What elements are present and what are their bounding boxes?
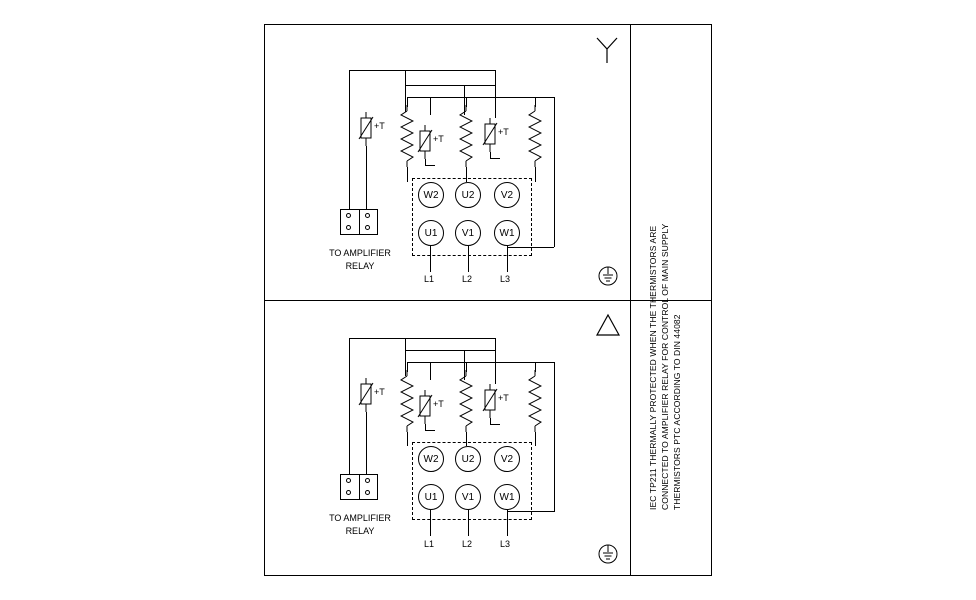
ptc-label-3-d: +T <box>498 393 509 403</box>
motor-winding-1 <box>400 105 414 167</box>
supply-label-l2-d: L2 <box>462 539 473 549</box>
wire-top-2-d <box>405 350 495 351</box>
ptc-thermistor-2-d <box>416 390 434 424</box>
delta-connection-icon <box>594 312 622 338</box>
wire-v-5-d <box>430 362 431 380</box>
coil-feed-2-d <box>466 362 467 372</box>
terminal-u1-2: U1 <box>418 484 444 510</box>
motor-winding-3 <box>528 105 542 167</box>
ptc-label-2: +T <box>433 134 444 144</box>
motor-winding-2 <box>459 105 473 167</box>
ptc-link-1-d <box>425 430 435 431</box>
ptc-link-2 <box>490 158 500 159</box>
terminal-w1-2: W1 <box>494 484 520 510</box>
coil-out-1 <box>407 167 408 182</box>
coil-feed-1-d <box>407 362 408 372</box>
wire-top-1-d <box>349 338 495 339</box>
relay-terminal-dot-2 <box>365 213 370 218</box>
relay-terminal-dot-1 <box>346 213 351 218</box>
terminal-u2: U2 <box>455 182 481 208</box>
wire-v-2-d <box>495 338 496 384</box>
ptc-thermistor-3-d <box>481 384 499 418</box>
ptc-label-1-d: +T <box>374 387 385 397</box>
relay-terminal-dot-3-d <box>346 490 351 495</box>
coil-feed-3-d <box>535 362 536 372</box>
supply-drop-l2 <box>468 246 469 272</box>
coil-feed-bar <box>407 97 536 98</box>
relay-caption-line-1: TO AMPLIFIER <box>329 248 391 258</box>
supply-label-l1-d: L1 <box>424 539 435 549</box>
terminal-u1: U1 <box>418 220 444 246</box>
ptc-thermistor-2 <box>416 125 434 159</box>
ptc-link-2-d <box>490 424 500 425</box>
ptc-label-1: +T <box>374 121 385 131</box>
coil-out-1-d <box>407 432 408 446</box>
relay-terminal-dot-3 <box>346 225 351 230</box>
wire-v-2 <box>495 70 496 118</box>
relay-caption-line-2-d: RELAY <box>345 526 375 536</box>
ptc-label-2-d: +T <box>433 399 444 409</box>
supply-drop-l2-d <box>468 510 469 536</box>
ptc-thermistor-1 <box>357 112 375 146</box>
supply-label-l3: L3 <box>500 274 511 284</box>
relay-terminal-dot-4 <box>365 225 370 230</box>
wire-top-1 <box>349 70 495 71</box>
ptc-out-1 <box>366 146 367 212</box>
supply-link-l3 <box>507 247 554 248</box>
wire-v-4 <box>554 97 555 247</box>
wire-left-riser <box>349 70 350 212</box>
relay-terminal-dot-2-d <box>365 478 370 483</box>
supply-drop-l3-d <box>507 510 508 536</box>
coil-feed-3 <box>535 97 536 107</box>
ptc-thermistor-1-d <box>357 378 375 412</box>
title-block-divider <box>630 24 631 576</box>
motor-winding-1-d <box>400 370 414 432</box>
ptc-out-1-d <box>366 412 367 480</box>
supply-drop-l1 <box>430 246 431 272</box>
title-block-line-1: IEC TP211 THERMALLY PROTECTED WHEN THE THERMISTORS ARE <box>648 225 658 510</box>
coil-feed-bar-d <box>407 362 536 363</box>
terminal-v1: V1 <box>455 220 481 246</box>
coil-feed-1 <box>407 97 408 107</box>
supply-label-l2: L2 <box>462 274 473 284</box>
terminal-w2: W2 <box>418 182 444 208</box>
relay-caption-line-2: RELAY <box>345 261 375 271</box>
supply-drop-l1-d <box>430 510 431 536</box>
relay-caption-line-1-d: TO AMPLIFIER <box>329 513 391 523</box>
terminal-w2-2: W2 <box>418 446 444 472</box>
title-block-line-3: THERMISTORS PTC ACCORDING TO DIN 44082 <box>672 314 682 510</box>
relay-terminal-dot-1-d <box>346 478 351 483</box>
motor-winding-2-d <box>459 370 473 432</box>
supply-label-l1: L1 <box>424 274 435 284</box>
earth-ground-icon <box>594 262 622 290</box>
supply-link-l3-d <box>507 511 554 512</box>
ptc-link-1 <box>425 165 435 166</box>
ptc-thermistor-3 <box>481 118 499 152</box>
wire-left-riser-d <box>349 338 350 480</box>
wire-top-2 <box>405 85 495 86</box>
relay-terminal-dot-4-d <box>365 490 370 495</box>
ptc-label-3: +T <box>498 127 509 137</box>
wye-connection-icon <box>594 36 620 64</box>
coil-feed-2 <box>466 97 467 107</box>
title-block-line-2: CONNECTED TO AMPLIFIER RELAY FOR CONTROL OF MAIN SUPPLY <box>660 223 670 510</box>
terminal-v1-2: V1 <box>455 484 481 510</box>
terminal-w1: W1 <box>494 220 520 246</box>
relaybox-divider <box>359 209 360 235</box>
relaybox-divider-2 <box>359 474 360 500</box>
motor-winding-3-d <box>528 370 542 432</box>
panel-divider <box>264 300 712 301</box>
supply-label-l3-d: L3 <box>500 539 511 549</box>
terminal-u2-2: U2 <box>455 446 481 472</box>
terminal-v2: V2 <box>494 182 520 208</box>
coil-out-3-d <box>535 432 536 446</box>
terminal-v2-2: V2 <box>494 446 520 472</box>
earth-ground-icon-2 <box>594 540 622 568</box>
coil-out-3 <box>535 167 536 182</box>
wire-v-5 <box>430 97 431 115</box>
wire-v-4-d <box>554 362 555 512</box>
supply-drop-l3 <box>507 246 508 272</box>
